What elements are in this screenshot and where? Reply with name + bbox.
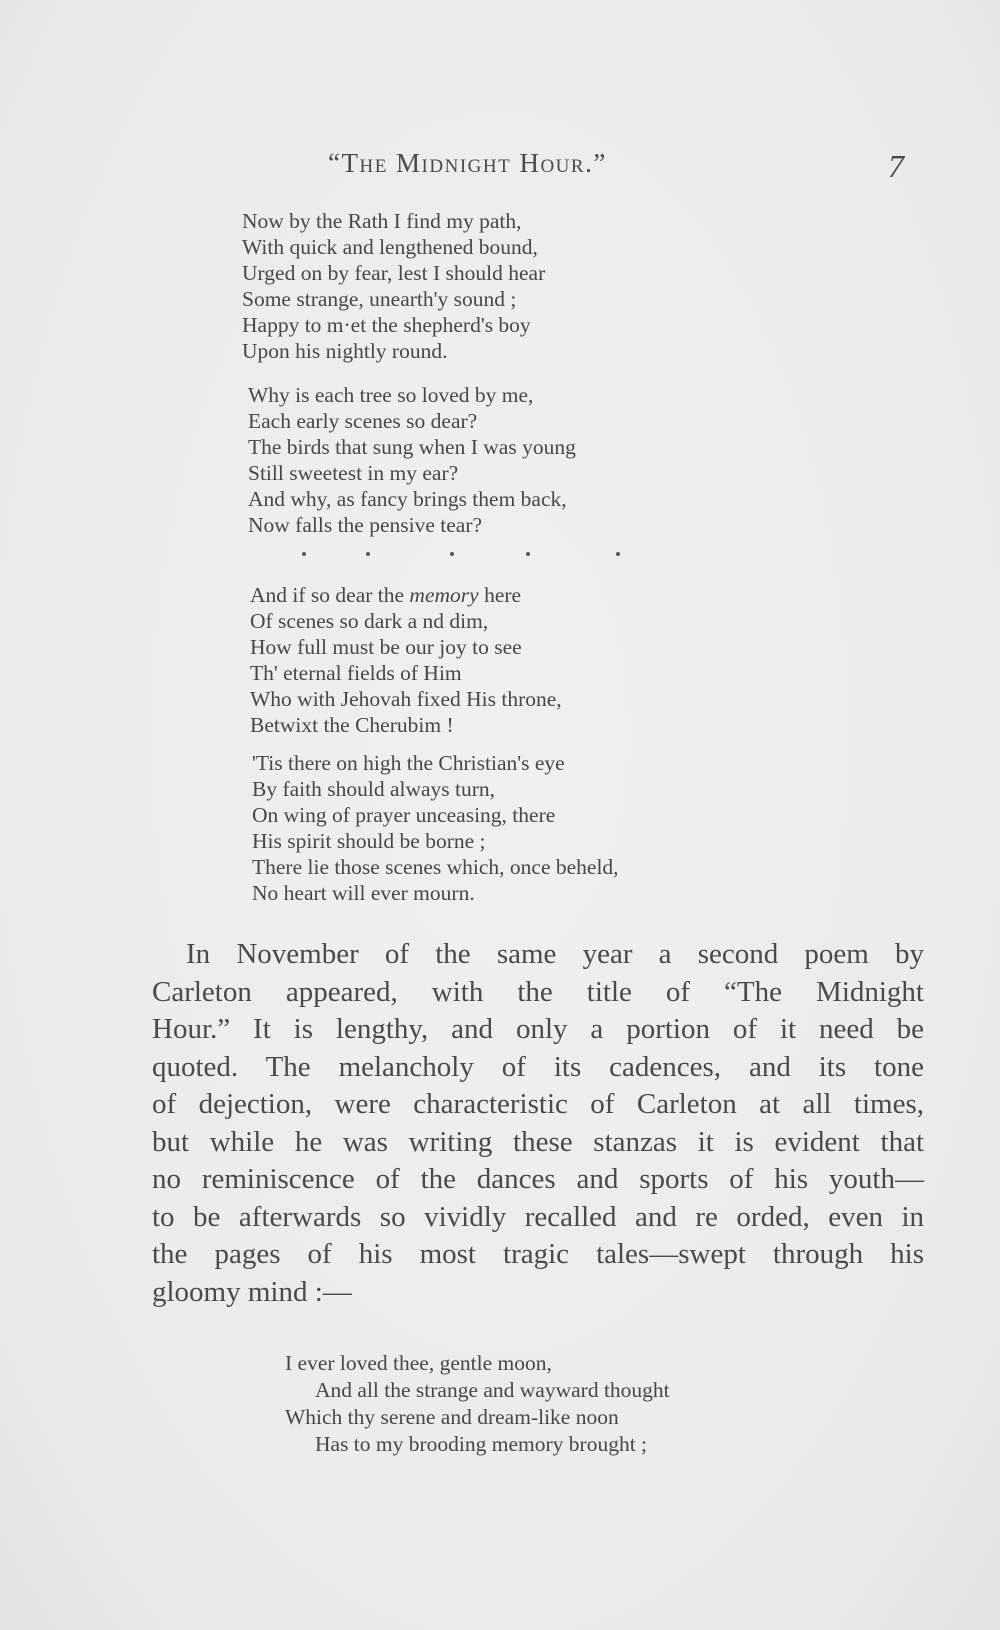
closing-stanza xyxy=(285,1350,670,1458)
poem-line: Some strange, unearth'y sound ; xyxy=(242,287,517,311)
poem-line: His spirit should be borne ; xyxy=(252,829,486,853)
poem-line: Still sweetest in my ear? xyxy=(248,461,459,485)
poem-line: Of scenes so dark a nd dim, xyxy=(250,609,489,633)
emphasized-word: memory xyxy=(409,583,479,607)
poem-line: Who with Jehovah fixed His throne, xyxy=(250,687,562,711)
prose-line: of dejection, were characteristic of Carleton at all times, xyxy=(152,1088,924,1120)
poem-line: Each early scenes so dear? xyxy=(248,409,478,433)
poem-line: The birds that sung when I was young xyxy=(248,435,576,459)
ellipsis-dot xyxy=(526,552,530,556)
running-title: “The Midnight Hour.” xyxy=(328,148,607,178)
poem-line: Has to my brooding memory brought ; xyxy=(315,1432,648,1456)
prose-line: Hour.” It is lengthy, and only a portion of it need be xyxy=(152,1013,924,1045)
prose-line: the pages of his most tragic tales—swept through his xyxy=(152,1238,924,1270)
poem-line: Which thy serene and dream-like noon xyxy=(285,1405,619,1429)
prose-line: In November of the same year a second poem by xyxy=(186,938,924,970)
poem-line-start: And if so dear the xyxy=(250,583,410,607)
poem-line: There lie those scenes which, once beheld, xyxy=(252,855,619,879)
poem-line: Upon his nightly round. xyxy=(242,339,448,363)
running-head xyxy=(0,148,1000,188)
poem-stanza-1 xyxy=(242,208,545,364)
poem-line: And all the strange and wayward thought xyxy=(315,1378,670,1402)
prose-line: but while he was writing these stanzas it is evident that xyxy=(152,1125,924,1158)
prose-line: to be afterwards so vividly recalled and re orded, even in xyxy=(152,1200,924,1233)
poem-line: Why is each tree so loved by me, xyxy=(248,383,534,407)
prose-line: gloomy mind :— xyxy=(152,1275,352,1308)
page-number: 7 xyxy=(888,148,904,184)
prose-line: quoted. The melancholy of its cadences, and its tone xyxy=(152,1050,924,1083)
prose-paragraph xyxy=(152,936,924,1311)
poem-stanza-4 xyxy=(252,750,619,906)
ellipsis-dot xyxy=(450,552,454,556)
poem-line: Now falls the pensive tear? xyxy=(248,513,483,537)
poem-line: Urged on by fear, lest I should hear xyxy=(242,261,546,285)
poem-line xyxy=(250,582,562,608)
poem-line: With quick and lengthened bound, xyxy=(242,235,538,259)
poem-line: On wing of prayer unceasing, there xyxy=(252,803,556,827)
poem-line: Now by the Rath I find my path, xyxy=(242,209,522,233)
poem-line: How full must be our joy to see xyxy=(250,635,522,659)
poem-line: And why, as fancy brings them back, xyxy=(248,487,567,511)
poem-line: Betwixt the Cherubim ! xyxy=(250,713,454,737)
poem-stanza-2 xyxy=(248,382,576,538)
prose-line: no reminiscence of the dances and sports of his youth— xyxy=(152,1163,924,1195)
ellipsis-dot xyxy=(616,552,620,556)
poem-line: No heart will ever mourn. xyxy=(252,881,475,905)
poem-line: 'Tis there on high the Christian's eye xyxy=(252,751,565,775)
poem-line: I ever loved thee, gentle moon, xyxy=(285,1351,552,1375)
poem-line: Th' eternal fields of Him xyxy=(250,661,462,685)
poem-stanza-3 xyxy=(250,582,562,738)
poem-line: Happy to m·et the shepherd's boy xyxy=(242,313,531,337)
poem-line: By faith should always turn, xyxy=(252,777,496,801)
ellipsis-dot xyxy=(302,552,306,556)
ellipsis-dots xyxy=(302,552,632,564)
ellipsis-dot xyxy=(366,552,370,556)
poem-line-end: here xyxy=(478,583,522,607)
prose-line: Carleton appeared, with the title of “The Midnight xyxy=(152,975,924,1008)
